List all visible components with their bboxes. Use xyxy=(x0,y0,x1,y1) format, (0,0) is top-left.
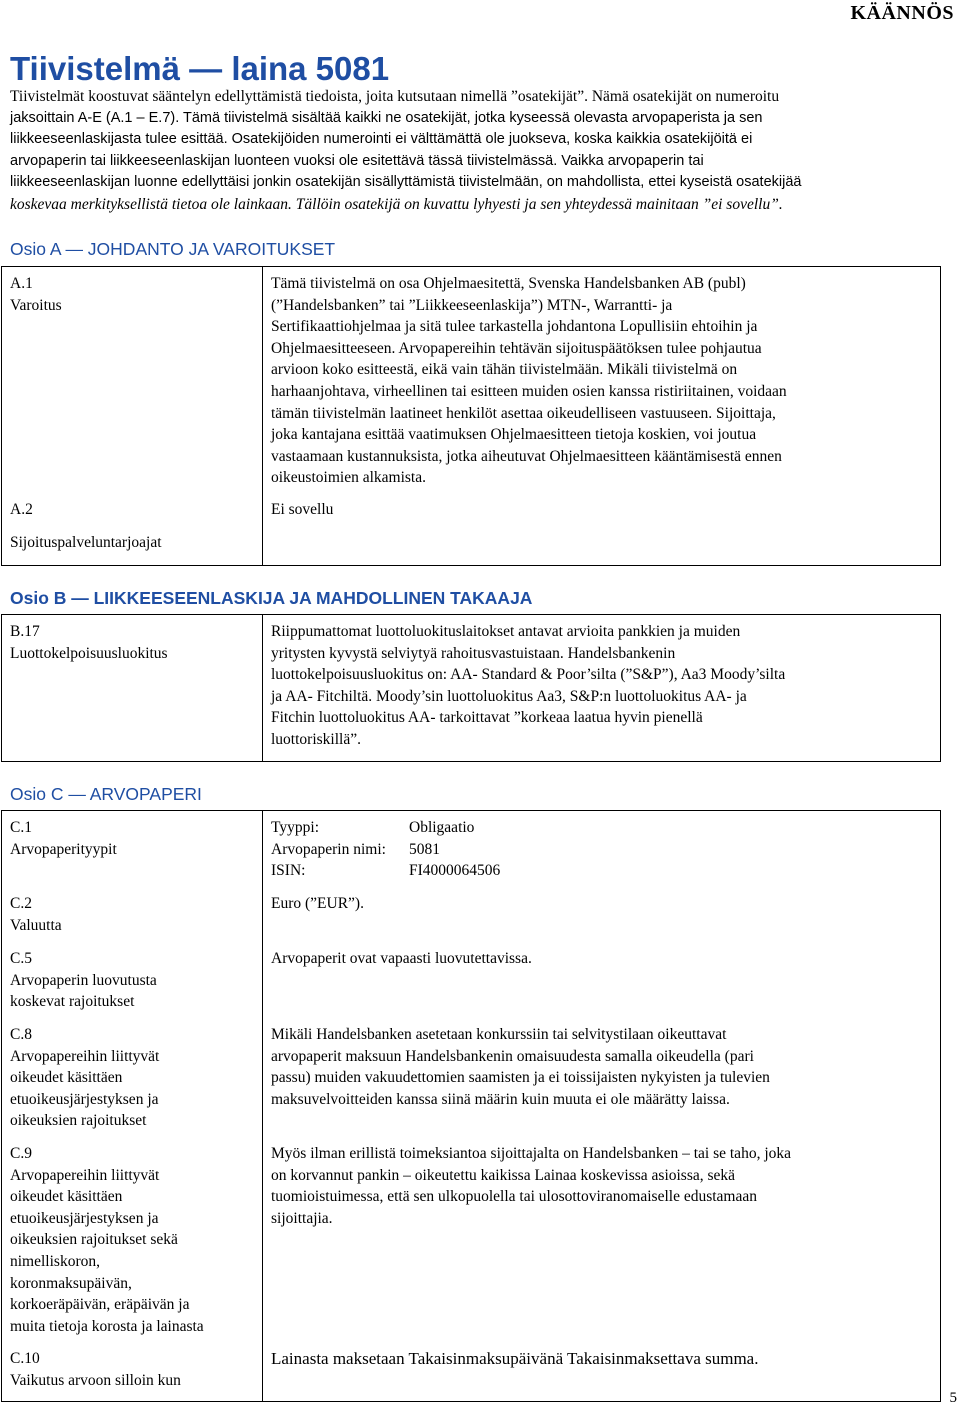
c8-label-text: etuoikeusjärjestyksen ja xyxy=(10,1090,159,1108)
c1-type-row xyxy=(271,817,901,839)
c9-label-text: Arvopapereihin liittyvät xyxy=(10,1166,160,1184)
c2-label xyxy=(10,893,250,936)
a1-line: arvioon koko esitteestä, eikä vain tähän tiivistelmään. Mikäli tiivistelmä on xyxy=(271,361,738,379)
c1-type-key: Tyyppi: xyxy=(271,819,319,836)
c9-code: C.9 xyxy=(10,1145,32,1162)
intro-line: arvopaperin tai liikkeeseenlaskijan luonteen vuoksi ole esitettävä tässä tiivistelmässä. Vaikka arvopaperin tai xyxy=(10,152,704,169)
column-divider xyxy=(262,267,263,565)
c1-isin-key: ISIN: xyxy=(271,862,306,880)
section-c-title: Osio C — ARVOPAPERI xyxy=(10,784,202,804)
c8-label-text: oikeuksien rajoitukset xyxy=(10,1112,147,1130)
c10-content xyxy=(271,1348,901,1370)
b17-line: yritysten kyvystä selviytyä rahoitusvastuistaan. Handelsbankenin xyxy=(271,644,676,662)
section-a-title: Osio A — JOHDANTO JA VAROITUKSET xyxy=(10,239,336,259)
c8-label-text: Arvopapereihin liittyvät xyxy=(10,1047,160,1065)
c8-line: maksuvelvoitteiden kanssa siinä määrin kuin muuta ei ole määrätty laissa. xyxy=(271,1090,730,1108)
c9-line: tuomioistuimessa, että sen ulkopuolella tai ulosottoviranomaiselle edustamaan xyxy=(271,1188,757,1206)
b17-label xyxy=(10,621,250,664)
a1-line: oikeustoimien alkamista. xyxy=(271,469,426,487)
page-number: 5 xyxy=(949,1390,957,1406)
column-divider xyxy=(262,615,263,761)
c5-value: Arvopaperit ovat vapaasti luovutettavissa. xyxy=(271,950,532,967)
c5-code: C.5 xyxy=(10,950,32,967)
c10-code: C.10 xyxy=(10,1350,40,1367)
b17-content xyxy=(271,621,901,751)
c1-label xyxy=(10,817,250,860)
intro-line: liikkeeseenlaskijan luonne edellyttäisi jonkin osatekijän sisällyttämistä tiivistelmään, on mahdollista, ettei kyseistä osatekijää xyxy=(10,174,802,191)
c9-label-text: muita tietoja korosta ja lainasta xyxy=(10,1317,204,1335)
c9-line: on korvannut pankin – oikeutettu kaikissa Lainaa koskevissa asioissa, sekä xyxy=(271,1166,736,1184)
a1-line: Tämä tiivistelmä on osa Ohjelmaesitettä, Svenska Handelsbanken AB (publ) xyxy=(271,275,746,292)
b17-code: B.17 xyxy=(10,623,40,640)
a1-line: joka kantajana esittää vaatimuksen Ohjelmaesitteen tietoja koskien, voi joutua xyxy=(271,426,757,444)
c8-line: Mikäli Handelsbanken asetetaan konkurssiin tai selvitystilaan oikeuttavat xyxy=(271,1026,727,1043)
c9-label xyxy=(10,1143,250,1337)
c9-label-text: nimelliskoron, xyxy=(10,1252,100,1270)
c2-value: Euro (”EUR”). xyxy=(271,895,364,912)
c9-line: sijoittajia. xyxy=(271,1209,333,1227)
a1-line: Ohjelmaesitteeseen. Arvopapereihin tehtävän sijoituspäätöksen tulee pohjautua xyxy=(271,339,762,357)
a1-code: A.1 xyxy=(10,275,33,292)
c2-code: C.2 xyxy=(10,895,32,912)
c1-name-row xyxy=(271,839,901,861)
c5-label-text: koskevat rajoitukset xyxy=(10,993,135,1011)
c8-line: passu) muiden vakuudettomien saamisten ja ei toissijaisten nykyisten ja tulevien xyxy=(271,1069,770,1087)
a2-label-text: Sijoituspalveluntarjoajat xyxy=(10,533,162,551)
translation-label: KÄÄNNÖS xyxy=(850,2,954,24)
c9-label-text: oikeudet käsittäen xyxy=(10,1188,123,1206)
a1-label xyxy=(10,273,250,316)
a1-content xyxy=(271,273,901,489)
c9-content xyxy=(271,1143,901,1229)
a1-line: (”Handelsbanken” tai ”Liikkeeseenlaskija”) MTN-, Warrantti- ja xyxy=(271,296,673,314)
c10-label-text: Vaikutus arvoon silloin kun xyxy=(10,1371,181,1389)
c10-label xyxy=(10,1348,250,1391)
b17-line: Riippumattomat luottoluokituslaitokset antavat arvioita pankkien ja muiden xyxy=(271,623,741,640)
a1-line: vastaamaan kustannuksista, jotka aiheutuvat Ohjelmaesitteen kääntämisestä ennen xyxy=(271,447,782,465)
c2-label-text: Valuutta xyxy=(10,916,62,934)
a1-line: Sertifikaattiohjelmaa ja sitä tulee tarkastella johdantona Lopullisiin ehtoihin ja xyxy=(271,318,758,336)
c9-label-text: koronmaksupäivän, xyxy=(10,1274,132,1292)
c8-label-text: oikeudet käsittäen xyxy=(10,1069,123,1087)
a1-line: tämän tiivistelmän laatineet henkilöt asettaa oikeudelliseen vastuuseen. Sijoittaja, xyxy=(271,404,776,422)
c9-label-text: korkoeräpäivän, eräpäivän ja xyxy=(10,1296,190,1314)
c1-isin-row xyxy=(271,860,901,882)
intro-line: Tiivistelmät koostuvat sääntelyn edellyttämistä tiedoista, joita kutsutaan nimellä ”osatekijät”. Nämä osatekijät on numeroitu xyxy=(10,88,780,105)
b17-line: Fitchin luottoluokitus AA- tarkoittavat ”korkeaa laatua hyvin pienellä xyxy=(271,709,703,727)
c10-value: Lainasta maksetaan Takaisinmaksupäivänä Takaisinmaksettava summa. xyxy=(271,1349,759,1368)
intro-paragraph xyxy=(10,86,954,216)
c8-content xyxy=(271,1024,901,1110)
c1-name-value: 5081 xyxy=(409,840,440,858)
c2-content xyxy=(271,893,901,915)
b17-line: luottoriskillä”. xyxy=(271,730,361,748)
a2-value: Ei sovellu xyxy=(271,501,334,518)
a2-content xyxy=(271,499,901,521)
c9-line: Myös ilman erillistä toimeksiantoa sijoittajalta on Handelsbanken – tai se taho, joka xyxy=(271,1145,791,1162)
c1-type-value: Obligaatio xyxy=(409,819,475,836)
intro-line: jaksoittain A-E (A.1 – E.7). Tämä tiivistelmä sisältää kaikki ne osatekijät, jotka kyseessä olevasta arvopaperista ja sen xyxy=(10,109,763,126)
column-divider xyxy=(262,811,263,1401)
c1-isin-value: FI4000064506 xyxy=(409,862,501,880)
b17-line: ja AA- Fitchiltä. Moody’sin luottoluokitus Aa3, S&P:n luottoluokitus AA- ja xyxy=(271,687,747,705)
c1-code: C.1 xyxy=(10,819,32,836)
a1-line: harhaanjohtava, virheellinen tai esitteen muiden osien kanssa ristiriitainen, voidaan xyxy=(271,382,787,400)
c8-code: C.8 xyxy=(10,1026,32,1043)
c5-content xyxy=(271,948,901,970)
c1-label-text: Arvopaperityypit xyxy=(10,840,117,858)
b17-line: luottokelpoisuusluokitus on: AA- Standard & Poor’silta (”S&P”), Aa3 Moody’silta xyxy=(271,666,786,684)
c5-label-text: Arvopaperin luovutusta xyxy=(10,971,157,989)
intro-line: liikkeeseenlaskijasta tulee esittää. Osatekijöiden numerointi ei välttämättä ole juokseva, koska kaikkia osatekijöitä ei xyxy=(10,131,753,148)
a2-code: A.2 xyxy=(10,501,33,518)
section-b-title: Osio B — LIIKKEESEENLASKIJA JA MAHDOLLINEN TAKAAJA xyxy=(10,588,533,608)
intro-line: koskevaa merkityksellistä tietoa ole lainkaan. Tällöin osatekijä on kuvattu lyhyesti ja sen yhteydessä mainitaan ”ei sovellu”. xyxy=(10,195,783,213)
c1-name-key: Arvopaperin nimi: xyxy=(271,840,386,858)
c5-label xyxy=(10,948,250,1013)
b17-label-text: Luottokelpoisuusluokitus xyxy=(10,644,168,662)
a2-label xyxy=(10,499,250,553)
page-title: Tiivistelmä — laina 5081 xyxy=(10,50,390,87)
c8-label xyxy=(10,1024,250,1132)
c9-label-text: etuoikeusjärjestyksen ja xyxy=(10,1209,159,1227)
c1-content xyxy=(271,817,901,882)
a1-label-text: Varoitus xyxy=(10,296,62,314)
c9-label-text: oikeuksien rajoitukset sekä xyxy=(10,1231,178,1249)
c8-line: arvopaperit maksuun Handelsbankenin omaisuudesta samalla oikeudella (pari xyxy=(271,1047,754,1065)
